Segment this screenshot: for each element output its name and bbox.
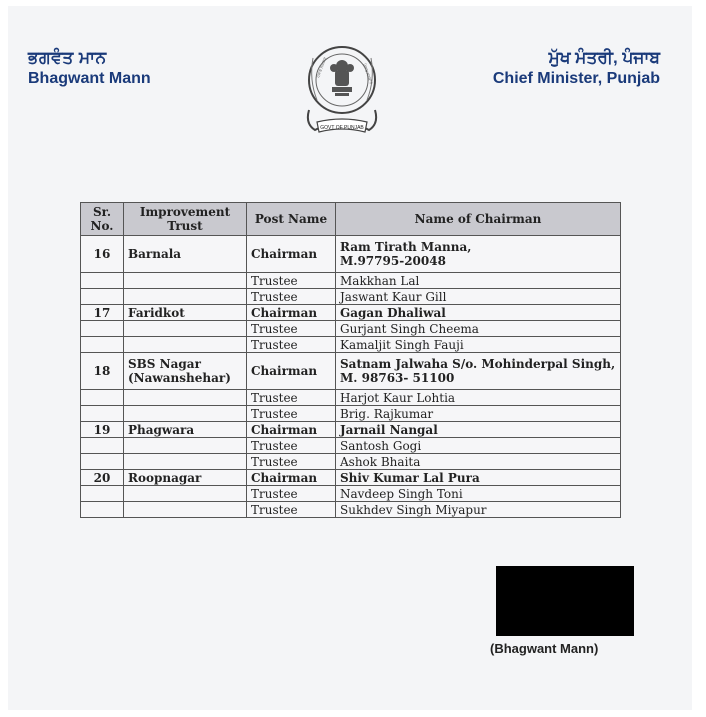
cell-trust: Phagwara	[124, 422, 247, 438]
table-row	[81, 502, 621, 518]
cell-trust-line2: (Nawanshehar)	[128, 371, 231, 385]
header-right	[493, 48, 660, 88]
cell-name-line2: M. 98763- 51100	[340, 371, 455, 385]
cell-name: Santosh Gogi	[336, 438, 621, 454]
cell-post: Trustee	[247, 454, 336, 470]
cell-sr	[81, 273, 124, 289]
cell-sr	[81, 454, 124, 470]
table-row	[81, 438, 621, 454]
cell-name: Harjot Kaur Lohtia	[336, 390, 621, 406]
table-row	[81, 236, 621, 273]
cell-trust	[124, 273, 247, 289]
cell-post: Trustee	[247, 486, 336, 502]
cell-name: Jaswant Kaur Gill	[336, 289, 621, 305]
cell-name: Ashok Bhaita	[336, 454, 621, 470]
cell-name: Kamaljit Singh Fauji	[336, 337, 621, 353]
improvement-trust-table	[80, 202, 621, 518]
cell-sr	[81, 390, 124, 406]
cell-sr: 16	[81, 236, 124, 273]
cell-trust: Barnala	[124, 236, 247, 273]
table-row	[81, 305, 621, 321]
cell-trust	[124, 337, 247, 353]
header-left-punjabi: ਭਗਵੰਤ ਮਾਨ	[28, 48, 107, 67]
cell-post: Chairman	[247, 236, 336, 273]
table-row	[81, 454, 621, 470]
cell-trust-line1: SBS Nagar	[128, 357, 201, 371]
cell-name	[336, 353, 621, 390]
cell-sr	[81, 438, 124, 454]
cell-post: Chairman	[247, 305, 336, 321]
cell-trust	[124, 321, 247, 337]
cell-post: Trustee	[247, 406, 336, 422]
cell-sr	[81, 406, 124, 422]
emblem-motto-right: ਪੰਜਾਬ ਸਰਕਾਰ	[362, 62, 375, 85]
cell-post: Trustee	[247, 289, 336, 305]
table-row	[81, 337, 621, 353]
table-row	[81, 390, 621, 406]
header-improvement-trust: Improvement Trust	[124, 203, 247, 236]
cell-sr	[81, 321, 124, 337]
signatory-name: (Bhagwant Mann)	[490, 641, 599, 656]
cell-name-line2: M.97795-20048	[340, 254, 446, 268]
cell-sr: 17	[81, 305, 124, 321]
cell-name: Makkhan Lal	[336, 273, 621, 289]
cell-name: Jarnail Nangal	[336, 422, 621, 438]
redacted-signature-block	[496, 566, 634, 636]
cell-sr	[81, 337, 124, 353]
cell-sr: 18	[81, 353, 124, 390]
cell-trust	[124, 353, 247, 390]
cell-name	[336, 236, 621, 273]
cell-post: Trustee	[247, 273, 336, 289]
cell-sr	[81, 486, 124, 502]
cell-post: Chairman	[247, 422, 336, 438]
cell-sr: 19	[81, 422, 124, 438]
cell-trust	[124, 502, 247, 518]
emblem-motto-left: ਪੰਜਾਬ ਸਰਕਾਰ	[315, 56, 328, 79]
header-sr-no: Sr. No.	[81, 203, 124, 236]
header-name-of-chairman: Name of Chairman	[336, 203, 621, 236]
cell-sr	[81, 502, 124, 518]
cell-trust: Roopnagar	[124, 470, 247, 486]
header-right-english: Chief Minister, Punjab	[492, 70, 660, 87]
header-post-name: Post Name	[247, 203, 336, 236]
cell-post: Chairman	[247, 470, 336, 486]
header-right-punjabi: ਮੁੱਖ ਮੰਤਰੀ, ਪੰਜਾਬ	[548, 48, 660, 67]
table-row	[81, 406, 621, 422]
cell-name: Sukhdev Singh Miyapur	[336, 502, 621, 518]
cell-name-line1: Ram Tirath Manna,	[340, 240, 472, 254]
table-row	[81, 289, 621, 305]
cell-name: Shiv Kumar Lal Pura	[336, 470, 621, 486]
cell-trust	[124, 390, 247, 406]
cell-post: Trustee	[247, 438, 336, 454]
cell-trust	[124, 454, 247, 470]
table-header-row	[81, 203, 621, 236]
state-emblem-icon	[297, 40, 387, 150]
cell-post: Chairman	[247, 353, 336, 390]
cell-sr: 20	[81, 470, 124, 486]
cell-trust	[124, 438, 247, 454]
cell-post: Trustee	[247, 321, 336, 337]
cell-trust: Faridkot	[124, 305, 247, 321]
table-row	[81, 486, 621, 502]
table-row	[81, 321, 621, 337]
cell-post: Trustee	[247, 337, 336, 353]
cell-trust	[124, 486, 247, 502]
header-left-english: Bhagwant Mann	[28, 70, 151, 87]
table-row	[81, 353, 621, 390]
cell-post: Trustee	[247, 502, 336, 518]
cell-trust	[124, 289, 247, 305]
emblem-ribbon-text: GOVT OF PUNJAB	[320, 125, 364, 131]
header-left	[28, 48, 151, 88]
cell-post: Trustee	[247, 390, 336, 406]
table-row	[81, 273, 621, 289]
cell-trust	[124, 406, 247, 422]
cell-name: Gurjant Singh Cheema	[336, 321, 621, 337]
cell-name: Navdeep Singh Toni	[336, 486, 621, 502]
cell-name: Gagan Dhaliwal	[336, 305, 621, 321]
table-row	[81, 422, 621, 438]
cell-name-line1: Satnam Jalwaha S/o. Mohinderpal Singh,	[340, 357, 616, 371]
cell-name: Brig. Rajkumar	[336, 406, 621, 422]
cell-sr	[81, 289, 124, 305]
table-row	[81, 470, 621, 486]
